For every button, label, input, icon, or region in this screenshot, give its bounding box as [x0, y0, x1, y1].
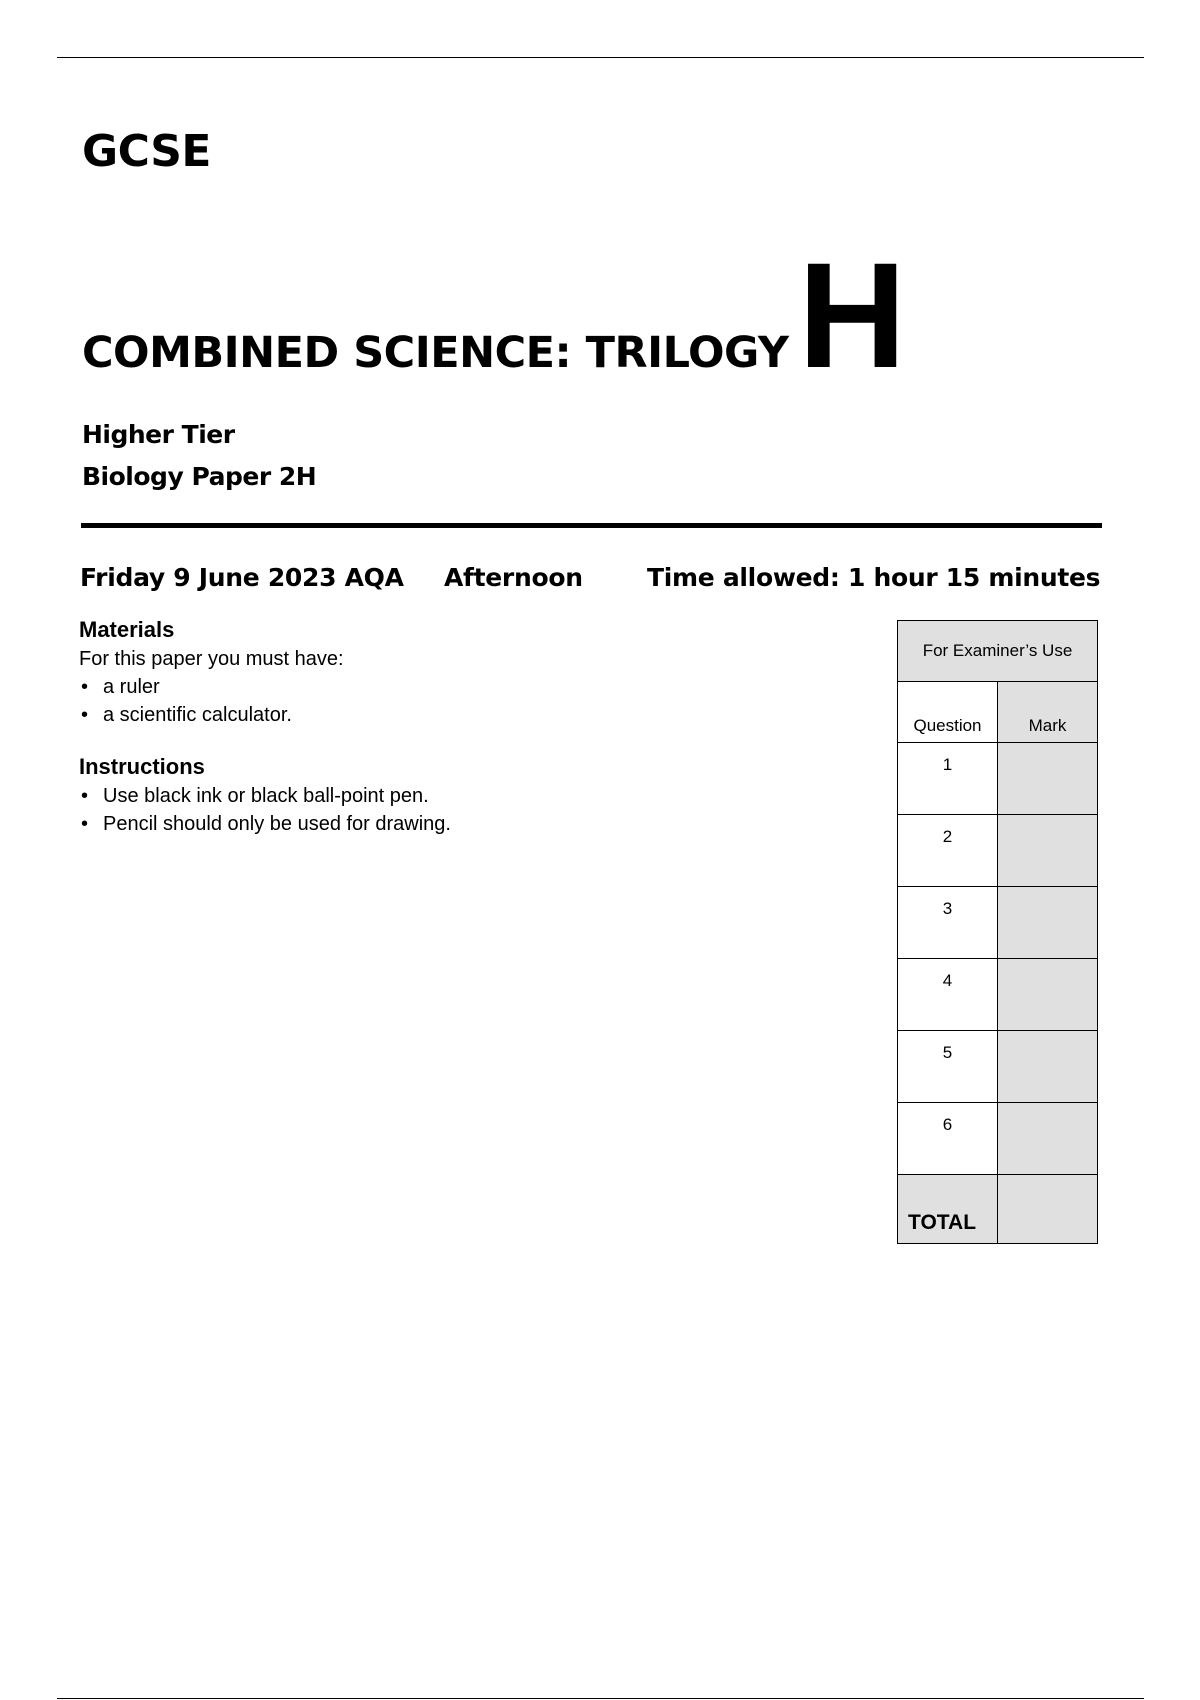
materials-intro: For this paper you must have: — [79, 648, 344, 670]
tier-letter: H — [798, 231, 907, 399]
examiner-use-table — [897, 620, 1098, 1244]
exam-date: Friday 9 June 2023 AQA — [80, 563, 404, 592]
subject-title: COMBINED SCIENCE: TRILOGY — [82, 328, 789, 378]
exam-session: Afternoon — [444, 563, 583, 592]
mark-cell — [998, 743, 1098, 815]
instructions-list — [79, 782, 451, 838]
examiner-table-title: For Examiner’s Use — [898, 621, 1098, 682]
instructions-item: • Pencil should only be used for drawing. — [79, 810, 451, 838]
bottom-rule — [57, 1698, 1144, 1699]
question-number: 3 — [898, 887, 998, 959]
tier-label: Higher Tier — [82, 420, 235, 449]
question-column-header: Question — [898, 682, 998, 743]
total-mark-cell — [998, 1175, 1098, 1244]
exam-time-allowed: Time allowed: 1 hour 15 minutes — [647, 563, 1101, 592]
instructions-heading: Instructions — [79, 754, 205, 779]
materials-section — [79, 615, 344, 729]
qualification-title: GCSE — [82, 126, 211, 177]
total-label: TOTAL — [898, 1175, 998, 1244]
mark-cell — [998, 1103, 1098, 1175]
section-divider — [81, 523, 1102, 528]
materials-list — [79, 673, 344, 729]
question-number: 4 — [898, 959, 998, 1031]
instructions-item: • Use black ink or black ball-point pen. — [79, 782, 451, 810]
paper-label: Biology Paper 2H — [82, 462, 317, 491]
mark-cell — [998, 1031, 1098, 1103]
top-rule — [57, 57, 1144, 58]
mark-cell — [998, 887, 1098, 959]
mark-cell — [998, 959, 1098, 1031]
question-number: 5 — [898, 1031, 998, 1103]
instructions-section — [79, 752, 451, 838]
question-number: 2 — [898, 815, 998, 887]
materials-item: • a ruler — [79, 673, 344, 701]
mark-column-header: Mark — [998, 682, 1098, 743]
materials-item: • a scientific calculator. — [79, 701, 344, 729]
mark-cell — [998, 815, 1098, 887]
question-number: 1 — [898, 743, 998, 815]
materials-heading: Materials — [79, 617, 175, 642]
question-number: 6 — [898, 1103, 998, 1175]
